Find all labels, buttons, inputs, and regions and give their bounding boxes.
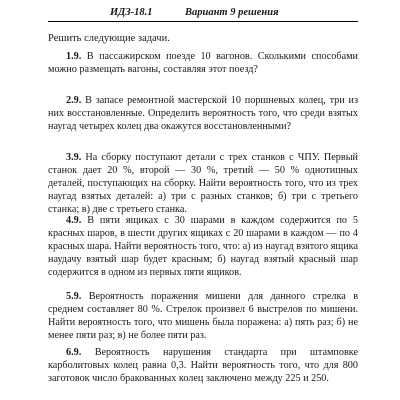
problem-number: 6.9.	[66, 347, 82, 358]
header-variant: Вариант 9 решения	[185, 7, 279, 18]
header-rule	[48, 21, 358, 22]
problem-text: На сборку поступают детали с трех станков с ЧПУ. Первый станок дает 20 %, второй — 30 %, третий — 50 % однотипных деталей, поступающих на сборку. Найти вероятность того, что из трех наугад взятых деталей: а) три с разных станков; б) три с третьего станка; в) две с третьего станка.	[48, 152, 358, 215]
intro-text: Решить следующие задачи.	[48, 33, 170, 44]
problem-number: 3.9.	[66, 152, 82, 163]
problem-3	[48, 151, 358, 216]
problem-number: 1.9.	[66, 51, 82, 62]
problem-1	[48, 50, 358, 76]
problem-text: В пассажирском поезде 10 вагонов. Сколькими способами можно размещать вагоны, составляя этот поезд?	[48, 51, 359, 75]
problem-text: Вероятность поражения мишени для данного стрелка в среднем составляет 80 %. Стрелок произвел 6 выстрелов по мишени. Найти вероятность того, что мишень была поражена: а) пять раз; б) не менее пяти раз; в) не более пяти раз.	[48, 291, 359, 341]
problem-2	[48, 94, 358, 133]
problem-text: Вероятность нарушения стандарта при штамповке карболитовых колец равна 0,3. Найти вероятность того, что для 800 заготовок число бракованных колец заключено между 225 и 250.	[48, 347, 358, 384]
problem-5	[48, 290, 358, 342]
problem-text: В пяти ящиках с 30 шарами в каждом содержится по 5 красных шаров, в шести других ящиках с 20 шарами в каждом — по 4 красных шара. Найти вероятность того, что: а) из наугад взятого ящика наудачу взятый шар будет красным; б) наугад взятый красный шар содержится в одном из первых пяти ящиков.	[48, 215, 359, 278]
problem-number: 5.9.	[66, 291, 82, 302]
problem-number: 4.9.	[66, 215, 82, 226]
problem-number: 2.9.	[66, 95, 82, 106]
problem-text: В запасе ремонтной мастерской 10 поршневых колец, три из них восстановленные. Определить вероятность того, что среди взятых наугад четырех колец два окажутся восстановленными?	[48, 95, 359, 132]
problem-4	[48, 214, 358, 279]
page-header	[0, 6, 400, 20]
problem-6	[48, 346, 358, 385]
header-title: ИДЗ-18.1	[110, 7, 153, 18]
